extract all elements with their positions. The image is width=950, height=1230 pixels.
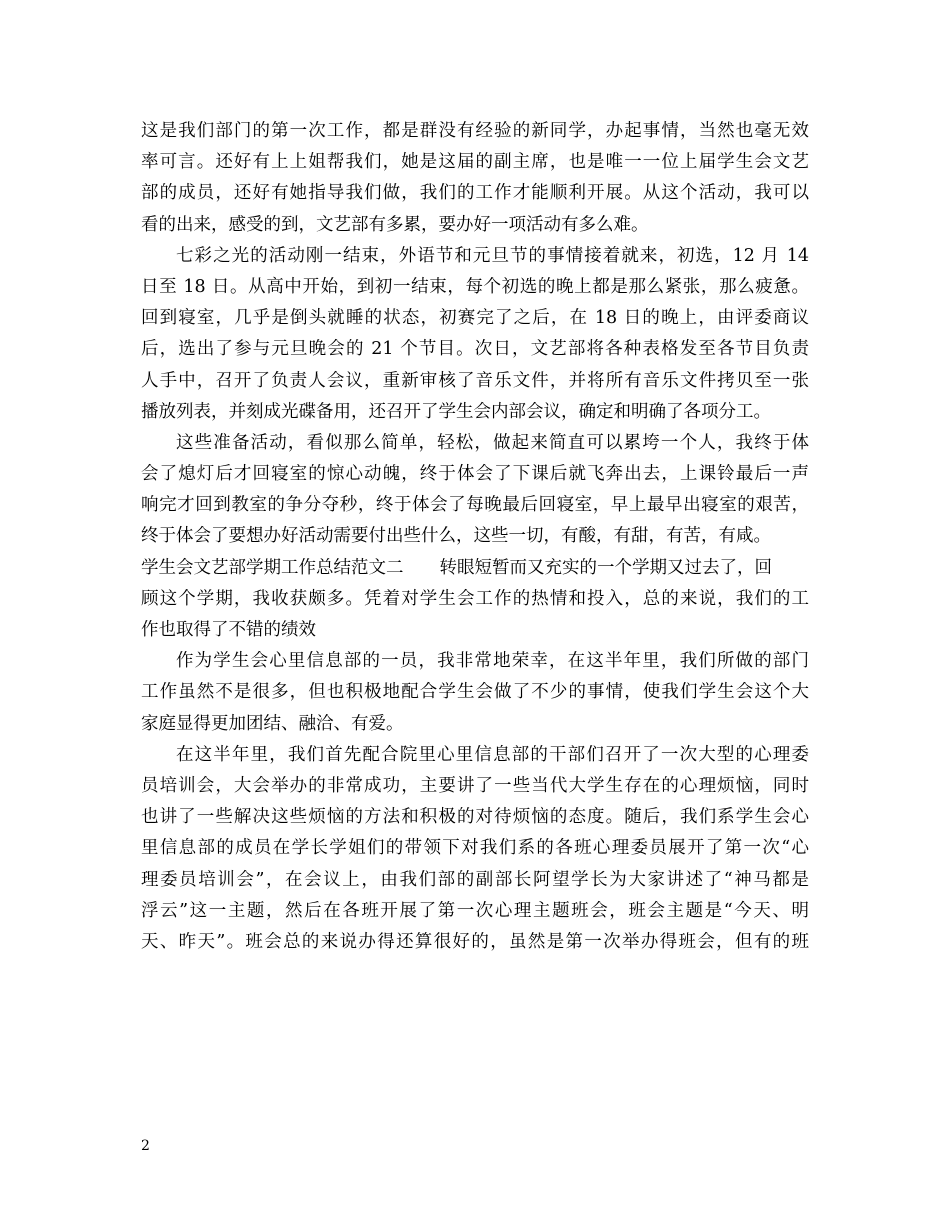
text-line: 作为学生会心里信息部的一员，我非常地荣幸，在这半年里，我们所做的部门	[176, 651, 809, 672]
document-body	[141, 116, 809, 958]
text-line: 七彩之光的活动刚一结束，外语节和元旦节的事情接着就来，初选，12 月 14	[176, 245, 809, 266]
text-line: 后，选出了参与元旦晚会的 21 个节目。次日，文艺部将各种表格发至各节目负责	[141, 339, 809, 360]
text-line: 率可言。还好有上上姐帮我们，她是这届的副主席，也是唯一一位上届学生会文艺	[141, 152, 809, 173]
text-line: 这些准备活动，看似那么简单，轻松，做起来简直可以累垮一个人，我终于体	[176, 432, 809, 453]
text-line: 响完才回到教室的争分夺秒，终于体会了每晚最后回寝室，早上最早出寝室的艰苦，	[141, 495, 809, 516]
text-line: 里信息部的成员在学长学姐们的带领下对我们系的各班心理委员展开了第一次“心	[141, 838, 809, 859]
text-line: 终于体会了要想办好活动需要付出些什么，这些一切，有酸，有甜，有苦，有咸。	[141, 526, 771, 547]
text-line: 会了熄灯后才回寝室的惊心动魄，终于体会了下课后就飞奔出去，上课铃最后一声	[141, 464, 809, 485]
text-line: 家庭显得更加团结、融洽、有爱。	[141, 713, 404, 734]
text-line: 理委员培训会”，在会议上，由我们部的副部长阿望学长为大家讲述了“神马都是	[141, 869, 809, 890]
text-line: 播放列表，并刻成光碟备用，还召开了学生会内部会议，确定和明确了各项分工。	[141, 401, 771, 422]
text-line	[141, 553, 809, 584]
text-line: 作也取得了不错的绩效	[141, 620, 316, 640]
text-line: 部的成员，还好有她指导我们做，我们的工作才能顺利开展。从这个活动，我可以	[141, 183, 809, 204]
page-number: 2	[141, 1138, 150, 1154]
text-line: 日至 18 日。从高中开始，到初一结束，每个初选的晚上都是那么紧张，那么疲惫。	[141, 276, 809, 297]
text-line: 人手中，召开了负责人会议，重新审核了音乐文件，并将所有音乐文件拷贝至一张	[141, 370, 809, 391]
text-line: 工作虽然不是很多，但也积极地配合学生会做了不少的事情，使我们学生会这个大	[141, 682, 809, 703]
text-line: 看的出来，感受的到，文艺部有多累，要办好一项活动有多么难。	[141, 214, 649, 235]
text-line: 在这半年里，我们首先配合院里心里信息部的干部们召开了一次大型的心理委	[176, 744, 809, 765]
text-line: 浮云”这一主题，然后在各班开展了第一次心理主题班会，班会主题是“今天、明	[141, 900, 809, 921]
text-line: 员培训会，大会举办的非常成功，主要讲了一些当代大学生存在的心理烦恼，同时	[141, 775, 809, 796]
text-line: 这是我们部门的第一次工作，都是群没有经验的新同学，办起事情，当然也毫无效	[141, 121, 809, 141]
text-line: 天、昨天”。班会总的来说办得还算很好的，虽然是第一次举办得班会，但有的班	[141, 931, 809, 952]
text-line-tail: 转眼短暂而又充实的一个学期又过去了，回	[439, 557, 772, 578]
text-line: 也讲了一些解决这些烦恼的方法和积极的对待烦恼的态度。随后，我们系学生会心	[141, 807, 809, 828]
text-line: 顾这个学期，我收获颇多。凭着对学生会工作的热情和投入，总的来说，我们的工	[141, 588, 809, 609]
section-heading: 学生会文艺部学期工作总结范文二	[141, 557, 404, 578]
text-line: 回到寝室，几乎是倒头就睡的状态，初赛完了之后，在 18 日的晚上，由评委商议	[141, 308, 809, 329]
